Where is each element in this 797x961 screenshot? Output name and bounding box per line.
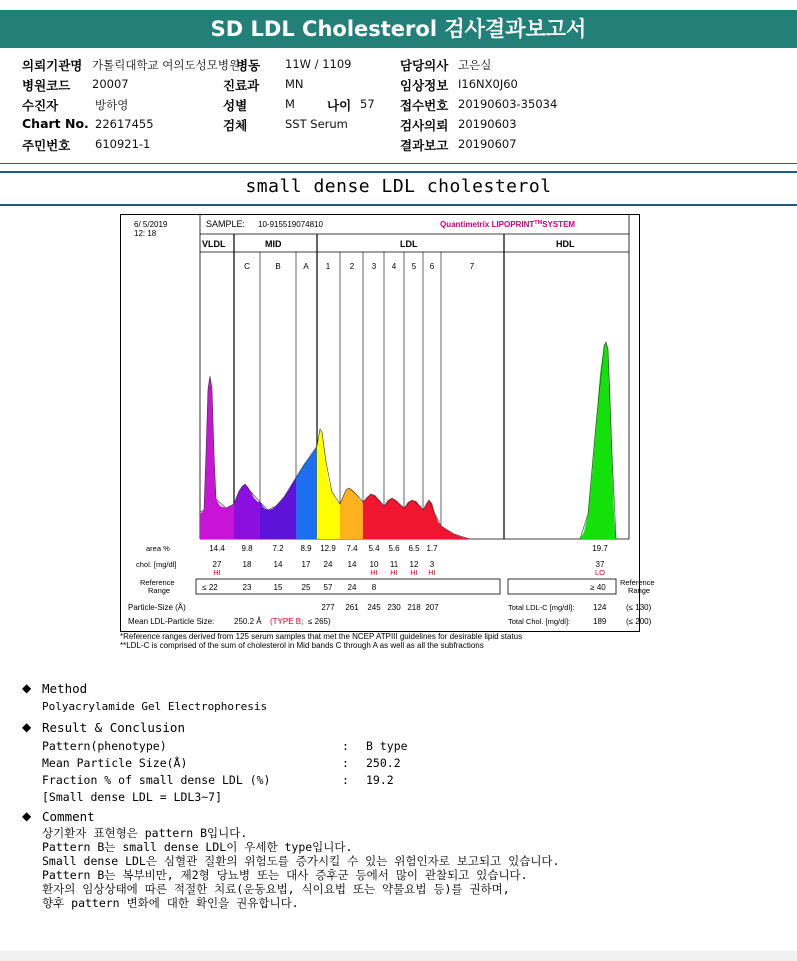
hospital-value: 가톨릭대학교 여의도성모병원: [92, 58, 241, 72]
comment-line: Small dense LDL은 심혈관 질환의 위험도를 증가시킬 수 있는 위험인자로 보고되고 있습니다.: [42, 854, 560, 868]
receipt-value: 20190603-35034: [458, 97, 558, 111]
particle-2: 261: [345, 603, 359, 612]
chol-label: chol. [mg/dl]: [136, 560, 177, 569]
report-footnotes: [120, 632, 522, 650]
comment-line: 환자의 임상상태에 따른 적절한 치료(운동요법, 식이요법 또는 약물요법 등)를 권하며,: [42, 882, 510, 896]
patient-label: 수진자: [22, 98, 59, 113]
doctor-value: 고은실: [458, 58, 492, 72]
result-label: Fraction % of small dense LDL (%): [42, 773, 271, 787]
diamond-bullet-icon: ◆: [22, 681, 32, 695]
area-5: 6.5: [408, 544, 420, 553]
ref-2: 24: [347, 583, 357, 592]
divider: [0, 204, 797, 206]
ref-3: 8: [371, 583, 377, 592]
sex-value: M: [285, 97, 295, 111]
chart-no-value: 22617455: [95, 117, 154, 131]
dept-label: 진료과: [223, 78, 260, 93]
area-label: area %: [146, 544, 170, 553]
band-label-c: C: [244, 262, 250, 271]
band-label-2: 2: [349, 262, 355, 271]
patient-value: 방하영: [95, 98, 129, 112]
particle-5: 218: [407, 603, 421, 612]
footnote: **LDL-C is comprised of the sum of cholesterol in Mid bands C through A as well as all the subfractions: [120, 641, 484, 650]
area-3: 5.4: [368, 544, 380, 553]
pattern-value: B type: [366, 739, 408, 753]
chol-2: 14: [347, 560, 357, 569]
mean-ldl-ref: ≤ 265): [308, 617, 331, 626]
result-heading: Result & Conclusion: [42, 720, 185, 735]
result-label: Pattern(phenotype): [42, 739, 167, 753]
mean-ldl-label: Mean LDL-Particle Size:: [128, 617, 215, 626]
comment-heading: Comment: [42, 809, 95, 824]
ward-value: 11W / 1109: [285, 57, 352, 71]
doctor-label: 담당의사: [400, 58, 449, 73]
divider: [0, 171, 797, 173]
flag-3: HI: [370, 568, 378, 577]
flag-4: HI: [390, 568, 398, 577]
band-label-7: 7: [469, 262, 475, 271]
chol-5: 12: [409, 560, 419, 569]
result-label: Mean Particle Size(Å): [42, 756, 188, 770]
ref-label-right: Reference: [620, 578, 655, 587]
area-b: 7.2: [272, 544, 284, 553]
area-4: 5.6: [388, 544, 400, 553]
divider: [0, 163, 797, 164]
band-label-1: 1: [325, 262, 331, 271]
group-mid: MID: [265, 239, 282, 249]
request-label: 검사의뢰: [400, 118, 449, 133]
footnote: *Reference ranges derived from 125 serum samples that met the NCEP ATPIII guidelines for desirable lipid status: [120, 632, 523, 641]
ward-label: 병동: [236, 58, 261, 73]
area-6: 1.7: [426, 544, 438, 553]
result-sep: :: [342, 756, 349, 770]
hospital-label: 의뢰기관명: [22, 58, 83, 73]
ref-label-range-right: Range: [628, 586, 651, 595]
sample-label: SAMPLE:: [206, 219, 246, 229]
result-sep: :: [342, 773, 349, 787]
report-title: SD LDL Cholesterol 검사결과보고서: [0, 10, 797, 48]
flag-5: HI: [410, 568, 418, 577]
lipoprint-chart: [120, 214, 655, 632]
specimen-label: 검체: [223, 118, 248, 133]
band-label-6: 6: [429, 262, 435, 271]
band-label-4: 4: [391, 262, 397, 271]
ref-label-range: Range: [148, 586, 171, 595]
report-frame: [121, 215, 640, 632]
group-ldl: LDL: [400, 239, 418, 249]
mean-ldl-value: 250.2 Å: [234, 617, 262, 626]
chol-vldl: 27: [212, 560, 222, 569]
chol-hdl: 37: [595, 560, 605, 569]
method-text: Polyacrylamide Gel Electrophoresis: [42, 700, 268, 713]
id-label: 주민번호: [22, 138, 71, 153]
band-label-b: B: [275, 262, 281, 271]
ref-label: Reference: [140, 578, 175, 587]
band-label-a: A: [303, 262, 309, 271]
comment-line: 향후 pattern 변화에 대한 확인을 권유합니다.: [42, 896, 299, 910]
ref-b: 15: [273, 583, 283, 592]
mean-size-value: 250.2: [366, 756, 401, 770]
particle-4: 230: [387, 603, 401, 612]
area-c: 9.8: [241, 544, 253, 553]
section-title: small dense LDL cholesterol: [245, 176, 552, 197]
area-1: 12.9: [320, 544, 336, 553]
total-ldl-label: Total LDL-C [mg/dl]:: [508, 603, 575, 612]
flag-6: HI: [428, 568, 436, 577]
request-value: 20190603: [458, 117, 517, 131]
result-report-value: 20190607: [458, 137, 517, 151]
total-ldl-ref: (≤ 130): [626, 603, 652, 612]
receipt-label: 접수번호: [400, 98, 449, 113]
sample-value: 10-915519074810: [258, 220, 323, 229]
fraction-value: 19.2: [366, 773, 394, 787]
total-chol-label: Total Chol. [mg/dl]:: [508, 617, 571, 626]
ref-vldl: ≤ 22: [202, 583, 218, 592]
area-hdl: 19.7: [592, 544, 608, 553]
hospital-code-label: 병원코드: [22, 78, 71, 93]
ref-1: 57: [323, 583, 333, 592]
flag-hdl: LO: [594, 568, 606, 577]
band-label-5: 5: [411, 262, 417, 271]
comment-line: 상기환자 표현형은 pattern B입니다.: [42, 826, 248, 840]
id-value: 610921-1: [95, 137, 151, 151]
chol-6: 3: [429, 560, 435, 569]
particle-3: 245: [367, 603, 381, 612]
total-chol-ref: (≤ 200): [626, 617, 652, 626]
clinical-info-label: 임상정보: [400, 78, 449, 93]
particle-label: Particle-Size (Å): [128, 603, 186, 612]
comment-line: Pattern B는 small dense LDL이 우세한 type입니다.: [42, 840, 353, 854]
particle-6: 207: [425, 603, 439, 612]
diamond-bullet-icon: ◆: [22, 809, 32, 823]
chol-c: 18: [242, 560, 252, 569]
flag-vldl: HI: [213, 568, 221, 577]
total-ldl-value: 124: [593, 603, 607, 612]
dept-value: MN: [285, 77, 304, 91]
age-label: 나이: [327, 98, 352, 113]
comment-body: [42, 826, 559, 910]
system-label: Quantimetrix LIPOPRINT™SYSTEM: [440, 220, 576, 229]
group-hdl: HDL: [556, 239, 575, 249]
sex-label: 성별: [223, 98, 248, 113]
ref-c: 23: [242, 583, 252, 592]
chol-3: 10: [369, 560, 379, 569]
chol-4: 11: [389, 560, 399, 569]
mean-ldl-type: (TYPE B;: [270, 617, 304, 626]
report-time: 12: 18: [134, 229, 157, 238]
method-heading: Method: [42, 681, 88, 696]
result-note: [Small dense LDL = LDL3~7]: [42, 790, 223, 804]
area-a: 8.9: [300, 544, 312, 553]
band-label-3: 3: [371, 262, 377, 271]
group-vldl: VLDL: [202, 239, 226, 249]
lipoprint-report: [120, 214, 655, 636]
chart-no-label: Chart No.: [22, 116, 89, 131]
specimen-value: SST Serum: [285, 117, 348, 131]
result-sep: :: [342, 739, 349, 753]
ref-a: 25: [301, 583, 311, 592]
comment-line: Pattern B는 복부비만, 제2형 당뇨병 또는 대사 증후군 등에서 많이 관찰되고 있습니다.: [42, 868, 528, 882]
patient-info-block: [0, 50, 797, 162]
area-vldl: 14.4: [209, 544, 225, 553]
area-2: 7.4: [346, 544, 358, 553]
ref-hdl: ≥ 40: [590, 583, 606, 592]
report-date: 6/ 5/2019: [134, 220, 168, 229]
hospital-code-value: 20007: [92, 77, 129, 91]
footer-band: [0, 951, 797, 961]
age-value: 57: [360, 97, 375, 111]
chol-a: 17: [301, 560, 311, 569]
diamond-bullet-icon: ◆: [22, 720, 32, 734]
chol-1: 24: [323, 560, 333, 569]
particle-1: 277: [321, 603, 335, 612]
result-report-label: 결과보고: [400, 138, 449, 153]
chol-b: 14: [273, 560, 283, 569]
total-chol-value: 189: [593, 617, 607, 626]
clinical-info-value: I16NX0J60: [458, 77, 518, 91]
